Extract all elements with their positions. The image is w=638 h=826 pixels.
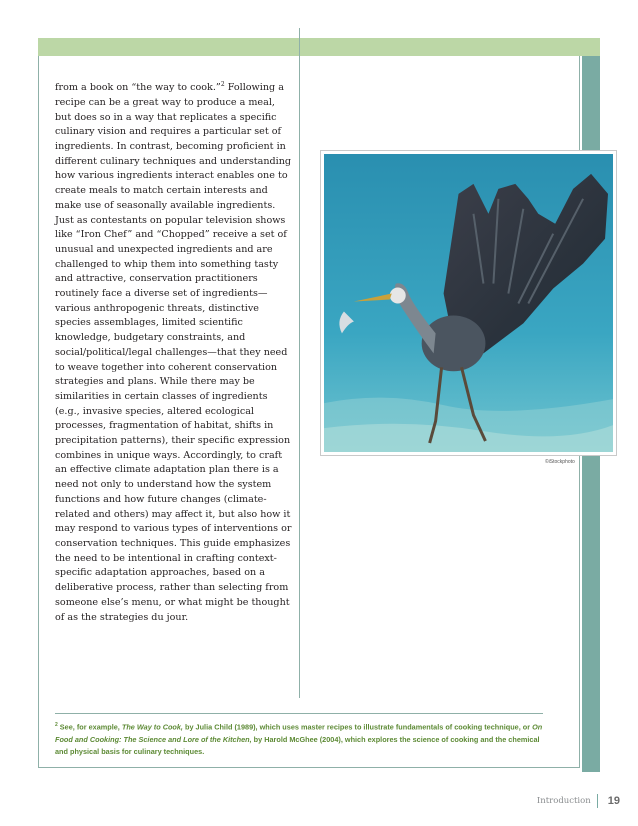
footnote — [55, 719, 545, 759]
column-divider — [299, 28, 300, 698]
body-paragraph — [55, 78, 293, 625]
footnote-text-3: by Harold McGhee (2004), which explores the science of cooking and the chemical and physical basis for culinary techniques. — [55, 734, 540, 757]
footnote-text-1: See, for example, — [57, 722, 122, 732]
header-band — [38, 38, 600, 56]
footnote-title-1: The Way to Cook, — [121, 722, 183, 732]
footnote-number: 2 — [55, 722, 58, 728]
footnote-rule — [55, 713, 543, 714]
page-number: 19 — [607, 795, 620, 807]
heron-photo — [320, 150, 617, 456]
footnote-title-2: On Food and Cooking: The Science and Lore of the Kitchen, — [55, 722, 543, 744]
heron-head — [390, 288, 406, 304]
photo-credit: ©iStockphoto — [545, 459, 575, 465]
page-folio — [537, 794, 620, 808]
heron-illustration — [324, 154, 613, 452]
footnote-text-2: by Julia Child (1989), which uses master recipes to illustrate fundamentals of cooking technique, or — [182, 722, 533, 732]
footnote-reference: 2 — [220, 81, 225, 88]
section-label: Introduction — [536, 796, 591, 806]
body-text-start: from a book on “the way to cook.” — [55, 82, 221, 94]
folio-separator — [597, 794, 598, 808]
body-text-rest: Following a recipe can be a great way to produce a meal, but does so in a way that replicates a specific culinary vision and requires a particular set of ingredients. In contrast, becoming proficient in different culinary techniques and understanding how various ingredients interact enables one to create meals to match certain interests and make use of seasonally available ingredients. Just as contestants on popular television shows like “Iron Chef” and “Chopped” receive a set of unusual and unexpected ingredients and are challenged to whip them into something tasty and attractive, conservation practitioners routinely face a diverse set of ingredients—various anthropogenic threats, distinctive species assemblages, limited scientific knowledge, budgetary constraints, and social/political/legal challenges—that they need to weave together into coherent conservation strategies and plans. While there may be similarities in certain classes of ingredients (e.g., invasive species, altered ecological processes, fragmentation of habitat, shifts in precipitation patterns), their specific expression combines in unique ways. Accordingly, to craft an effective climate adaptation plan there is a need not only to understand how the system functions and how future changes (climate-related and others) may affect it, but also how it may respond to various types of interventions or conservation techniques. This guide emphasizes the need to be intentional in crafting context-specific adaptation approaches, based on a deliberative process, rather than selecting from someone else’s menu, or what might be thought of as the strategies du jour. — [55, 82, 292, 623]
